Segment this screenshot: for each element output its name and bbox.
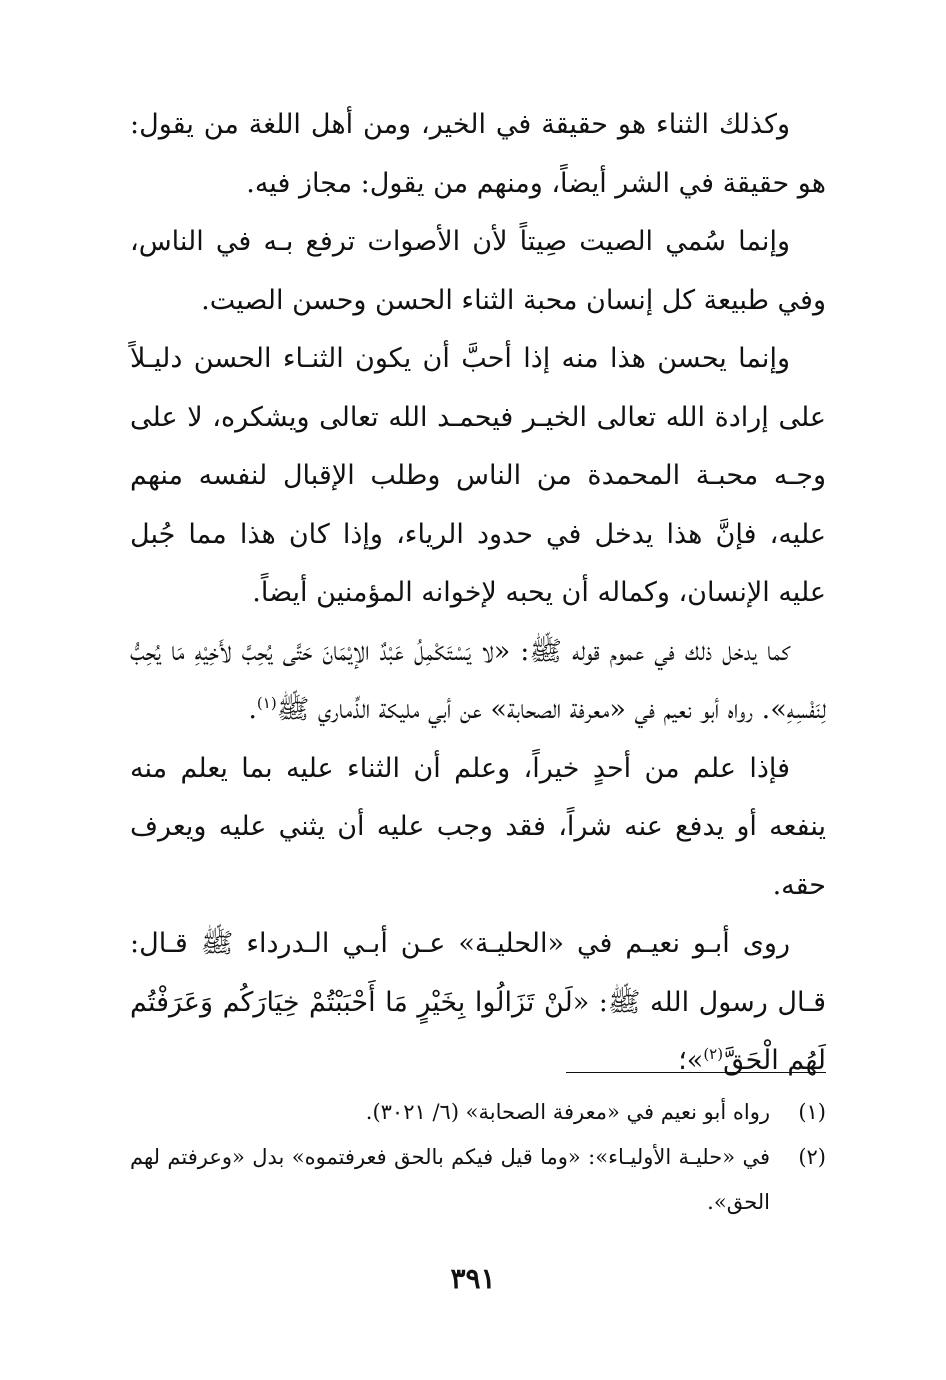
paragraph-3: وإنما يحسن هذا منه إذا أحبَّ أن يكون الثنـاء الحسن دليـلاً على إرادة الله تعالى الخيـر فيحمـد الله تعالى ويشكره، لا على وجـه محبـة المحمدة من الناس وطلب الإقبال لنفسه منهم عليه، فإنَّ هذا يدخل في حدود الرياء، وإذا كان هذا مما جُبل عليه الإنسان، وكماله أن يحبه لإخوانه المؤمنين أيضاً. <box>130 343 826 608</box>
footnote-1-number: (١) <box>798 1100 826 1124</box>
footnote-divider <box>566 1072 826 1073</box>
footnote-2-number: (٢) <box>798 1145 826 1169</box>
footnote-1 <box>130 1090 826 1135</box>
paragraph-2: وإنما سُمي الصيت صِيتاً لأن الأصوات ترفع بـه في الناس، وفي طبيعة كل إنسان محبة الثناء الحسن وحسن الصيت. <box>130 226 826 316</box>
paragraph-6-end: »؛ <box>678 1045 704 1076</box>
paragraph-4-text: كما يدخل ذلك في عموم قوله ﷺ: «لا يَسْتَكْمِلُ عَبْدٌ الإيْمَانَ حَتَّى يُحِبَّ لأَخِيْهِ مَا يُحِبُّ لِنَفْسِهِ». رواه أبو نعيم في «معرفة الصحابة» عن أبي مليكة الذِّماري ﷺ <box>130 635 826 725</box>
footnote-1-text: رواه أبو نعيم في «معرفة الصحابة» (٦/ ٣٠٢١). <box>365 1100 770 1124</box>
footnote-2-text: في «حليـة الأوليـاء»: «وما قيل فيكم بالحق فعرفتموه» بدل «وعرفتم لهم الحق». <box>130 1145 770 1214</box>
paragraph-1: وكذلك الثناء هو حقيقة في الخير، ومن أهل اللغة من يقول: هو حقيقة في الشر أيضاً، ومنهم من يقول: مجاز فيه. <box>130 109 826 199</box>
paragraph-4-end: . <box>248 694 257 725</box>
paragraph-6 <box>130 915 826 1091</box>
page-number: ٣٩١ <box>450 1262 496 1295</box>
footnote-ref-1[interactable]: (١) <box>256 694 277 712</box>
paragraph-5: فإذا علم من أحدٍ خيراً، وعلم أن الثناء عليه بما يعلم منه ينفعه أو يدفع عنه شراً، فقد وجب عليه أن يثني عليه ويعرف حقه. <box>130 752 826 901</box>
paragraph-6-text: روى أبـو نعيـم في «الحليـة» عـن أبـي الـدرداء ﷺ قـال: قـال رسول الله ﷺ: «لَنْ تَزَالُوا بِخَيْرٍ مَا أَحْبَبْتُمْ خِيَارَكُم وَعَرَفْتُم لَهُم الْحَقَّ <box>130 928 826 1076</box>
footnote-ref-2[interactable]: (٢) <box>703 1045 724 1063</box>
footnote-2 <box>130 1135 826 1225</box>
footnotes <box>130 1090 826 1225</box>
main-text <box>130 96 826 1091</box>
paragraph-4 <box>130 623 826 740</box>
